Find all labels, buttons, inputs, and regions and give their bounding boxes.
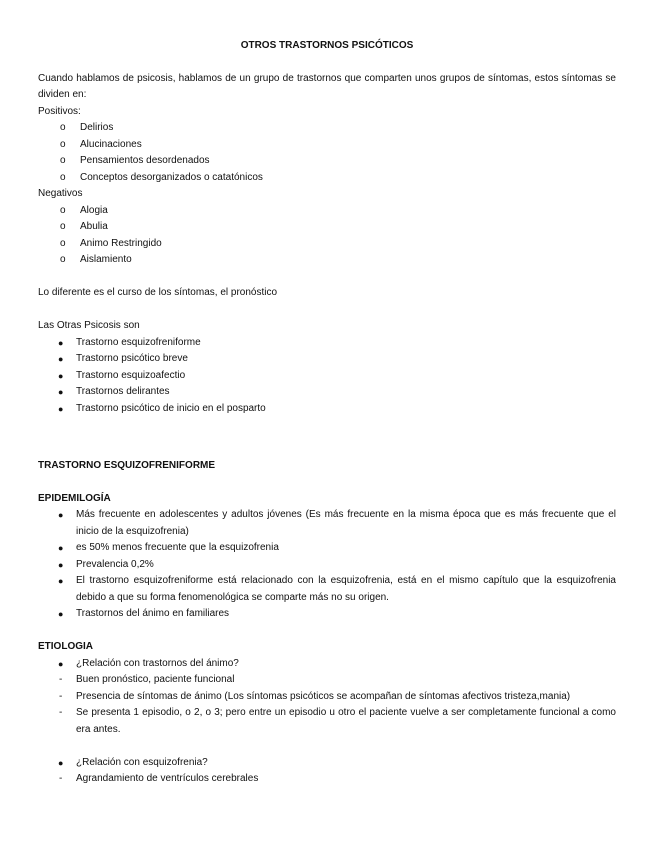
etiologia-dash-list-1 xyxy=(38,672,616,738)
bullet-icon: ● xyxy=(58,337,64,348)
list-item: ● ¿Relación con trastornos del ánimo? xyxy=(38,656,616,673)
bullet-icon: ● xyxy=(58,510,64,520)
etiologia-question-2 xyxy=(38,755,616,772)
etiologia-heading: ETIOLOGIA xyxy=(38,641,93,652)
list-item: - Agrandamiento de ventrículos cerebrales xyxy=(38,771,616,788)
epidemiologia-list xyxy=(38,507,616,623)
bullet-icon: ● xyxy=(58,576,64,586)
list-item: o Animo Restringido xyxy=(38,236,616,253)
bullet-icon: ● xyxy=(58,387,64,397)
circle-bullet-icon: o xyxy=(60,138,66,150)
list-item: ● Trastornos delirantes xyxy=(38,384,616,401)
dash-bullet-icon: - xyxy=(59,674,63,685)
negativos-label: Negativos xyxy=(38,188,83,199)
positivos-list xyxy=(38,120,616,186)
bullet-icon: ● xyxy=(58,543,64,553)
circle-bullet-icon: o xyxy=(60,122,66,133)
dash-bullet-icon: - xyxy=(59,773,63,784)
list-item: ● Más frecuente en adolescentes y adultos jóvenes (Es más frecuente en la misma época que es más frecuente que el inicio de la esquizofrenia) xyxy=(58,509,616,537)
otras-list xyxy=(38,335,616,418)
list-item: - Se presenta 1 episodio, o 2, o 3; pero entre un episodio u otro el paciente vuelve a ser completamente funcional a como era antes. xyxy=(59,707,616,735)
bullet-icon: ● xyxy=(58,559,64,570)
circle-bullet-icon: o xyxy=(60,171,66,183)
list-item: o Aislamiento xyxy=(38,252,616,269)
bullet-icon: ● xyxy=(58,370,64,381)
otras-label: Las Otras Psicosis son xyxy=(38,320,140,331)
circle-bullet-icon: o xyxy=(60,237,66,249)
bullet-icon: ● xyxy=(58,609,64,619)
negativos-list xyxy=(38,203,616,269)
section-title: TRASTORNO ESQUIZOFRENIFORME xyxy=(38,459,216,471)
list-item: - Buen pronóstico, paciente funcional xyxy=(38,672,616,689)
circle-bullet-icon: o xyxy=(60,254,66,265)
list-item: o Alogia xyxy=(38,203,616,220)
list-item: ● es 50% menos frecuente que la esquizofrenia xyxy=(38,540,616,557)
list-item: ● Trastornos del ánimo en familiares xyxy=(38,606,616,623)
list-item: ● Trastorno esquizofreniforme xyxy=(38,335,616,352)
document-page xyxy=(38,38,616,788)
etiologia-question-1 xyxy=(38,656,616,673)
list-item: ● Trastorno psicótico breve xyxy=(38,351,616,368)
bullet-icon: ● xyxy=(58,658,64,669)
list-item: o Conceptos desorganizados o catatónicos xyxy=(38,170,616,187)
list-item: ● Prevalencia 0,2% xyxy=(38,557,616,574)
positivos-label: Positivos: xyxy=(38,105,81,117)
circle-bullet-icon: o xyxy=(60,221,66,232)
list-item: o Abulia xyxy=(38,219,616,236)
list-item: ● Trastorno esquizoafectio xyxy=(38,368,616,385)
list-item: o Delirios xyxy=(38,120,616,137)
list-item: ● ¿Relación con esquizofrenia? xyxy=(38,755,616,772)
list-item: ● Trastorno psicótico de inicio en el posparto xyxy=(38,401,616,418)
document-title: OTROS TRASTORNOS PSICÓTICOS xyxy=(240,40,414,51)
dash-bullet-icon: - xyxy=(59,707,63,718)
list-item: o Alucinaciones xyxy=(38,137,616,154)
bullet-icon: ● xyxy=(58,757,64,768)
dash-bullet-icon: - xyxy=(59,690,63,702)
diferente-paragraph: Lo diferente es el curso de los síntomas, el pronóstico xyxy=(38,287,278,298)
list-item: o Pensamientos desordenados xyxy=(38,153,616,170)
list-item: - Presencia de síntomas de ánimo (Los síntomas psicóticos se acompañan de síntomas afectivos tristeza,mania) xyxy=(38,689,616,706)
epidemiologia-heading: EPIDEMILOGÍA xyxy=(38,492,111,504)
circle-bullet-icon: o xyxy=(60,155,66,166)
etiologia-dash-list-2 xyxy=(38,771,616,788)
circle-bullet-icon: o xyxy=(60,204,66,216)
bullet-icon: ● xyxy=(58,403,64,414)
intro-paragraph: Cuando hablamos de psicosis, hablamos de un grupo de trastornos que comparten unos grupos de síntomas, estos síntomas se dividen en: xyxy=(38,72,616,100)
list-item: ● El trastorno esquizofreniforme está relacionado con la esquizofrenia, está en el mismo capítulo que la esquizofrenia debido a que su forma fenomenológica se comparte más no su origen. xyxy=(58,575,616,603)
bullet-icon: ● xyxy=(58,354,64,364)
